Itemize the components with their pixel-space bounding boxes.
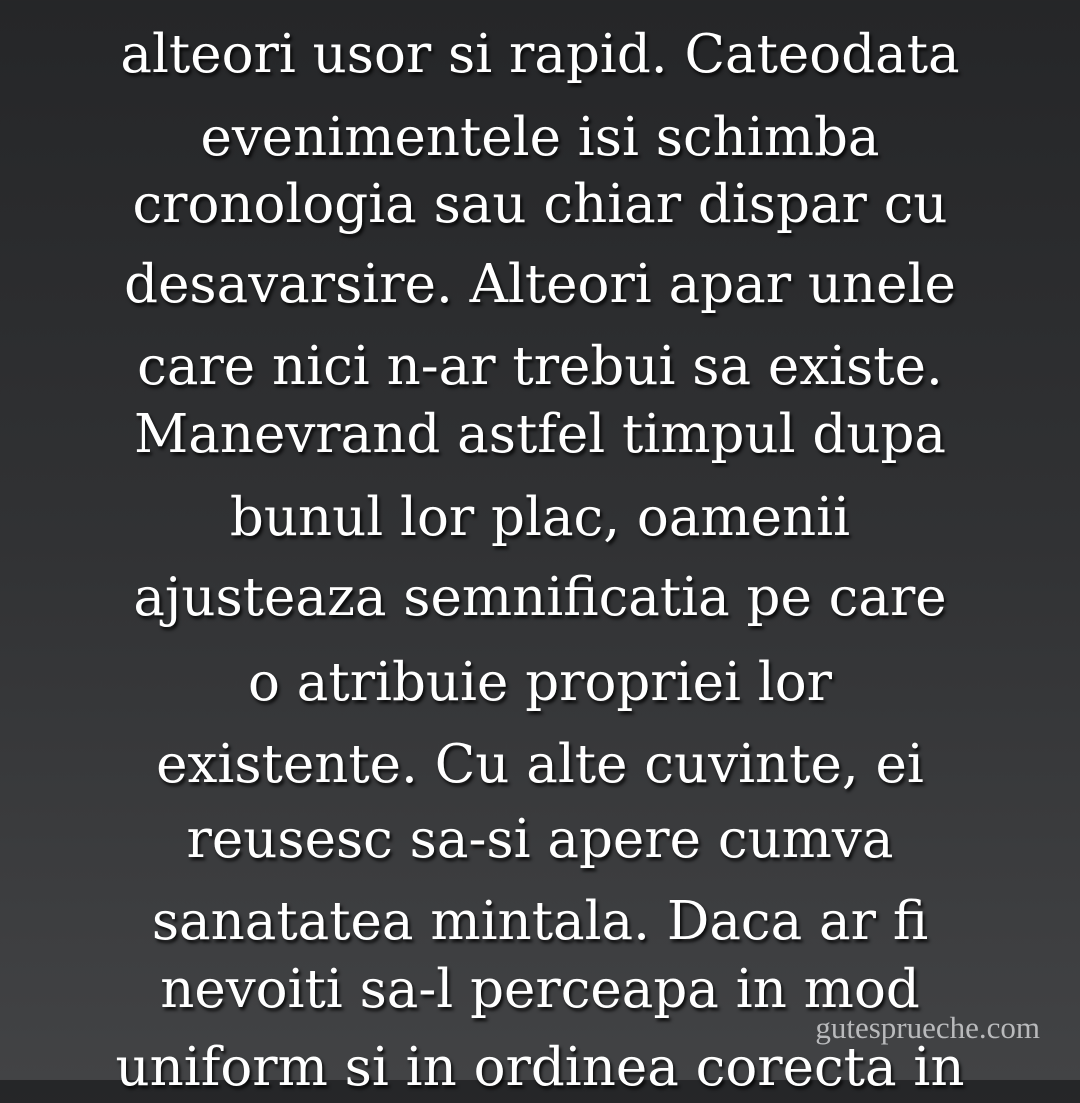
quote-line: reusesc sa-si apere cumva (186, 809, 894, 870)
quote-line: uniform si in ordinea corecta in (115, 1037, 965, 1098)
quote-line: nevoiti sa-l perceapa in mod (160, 959, 920, 1020)
quote-line: cronologia sau chiar dispar cu (132, 174, 948, 235)
quote-line: desavarsire. Alteori apar unele (124, 254, 956, 315)
quote-line: sanatatea mintala. Daca ar fi (151, 891, 929, 952)
watermark: gutesprueche.com (815, 1010, 1040, 1045)
quote-line: alteori usor si rapid. Cateodata (120, 24, 960, 85)
quote-line: existente. Cu alte cuvinte, ei (156, 734, 924, 795)
quote-line: bunul lor plac, oamenii (229, 487, 851, 548)
quote-line: o atribuie propriei lor (248, 652, 832, 713)
quote-line: evenimentele isi schimba (200, 107, 880, 168)
quote-line: ajusteaza semnificatia pe care (133, 567, 947, 628)
quote-line: Manevrand astfel timpul dupa (134, 404, 946, 465)
quote-line: care nici n-ar trebui sa existe. (137, 336, 943, 397)
